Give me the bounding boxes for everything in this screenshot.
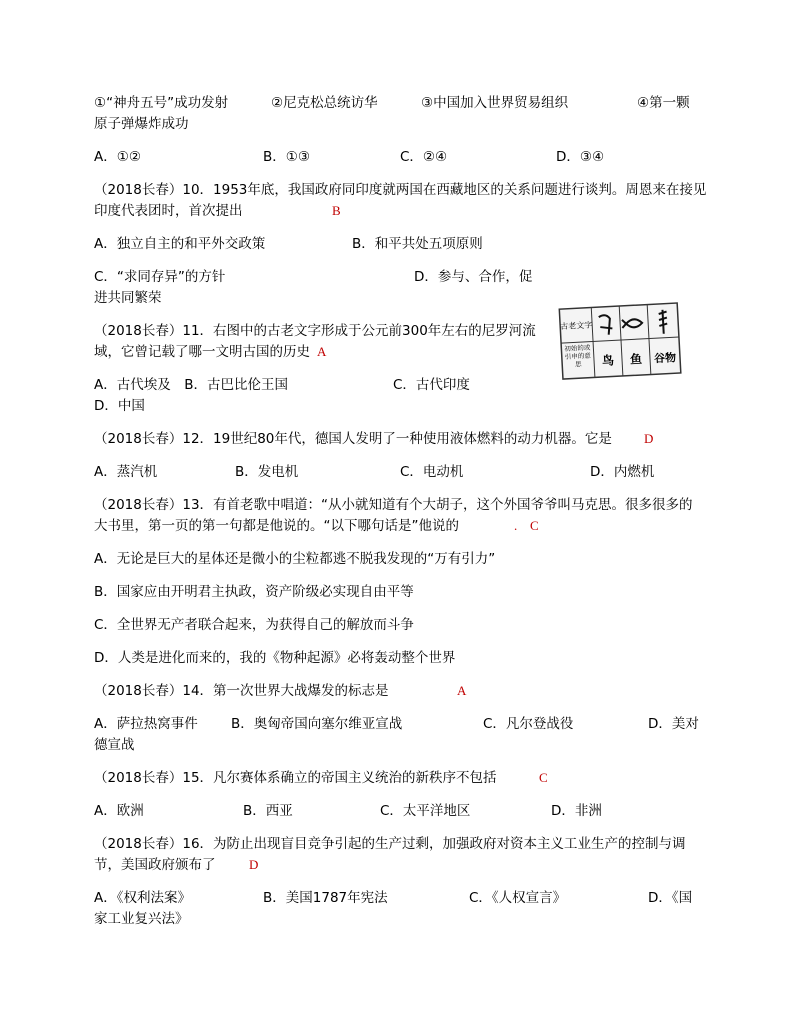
q9-choice-a: A．①②: [94, 149, 141, 165]
q10-choice-a: A．独立自主的和平外交政策: [94, 236, 266, 252]
q9-option-4-cont: 原子弹爆炸成功: [94, 116, 189, 132]
q13-choice-c: C．全世界无产者联合起来，为获得自己的解放而斗争: [94, 617, 414, 633]
q14-choice-a: A．萨拉热窝事件: [94, 716, 198, 732]
q15-choice-b: B．西亚: [243, 803, 293, 819]
q14-choice-d: D．美对: [648, 716, 699, 732]
q12-choice-a: A．蒸汽机: [94, 464, 158, 480]
q13-stem-line1: （2018长春）13．有首老歌中唱道：“从小就知道有个大胡子，这个外国爷爷叫马克思。很多很多的: [94, 497, 693, 513]
q9-choice-c: C．②④: [400, 149, 448, 165]
q9-option-4: ④第一颗: [637, 95, 690, 111]
q13-answer: C: [530, 518, 539, 533]
q14-stem: （2018长春）14．第一次世界大战爆发的标志是: [94, 683, 389, 699]
q16-choice-a: A．《权利法案》: [94, 890, 191, 906]
q16-choice-c: C．《人权宣言》: [469, 890, 567, 906]
q9-option-2: ②尼克松总统访华: [271, 95, 378, 111]
q16-stem-line1: （2018长春）16．为防止出现盲目竞争引起的生产过剩，加强政府对资本主义工业生产的控制与调: [94, 836, 686, 852]
q11-choice-d: D．中国: [94, 398, 145, 414]
q10-choice-d-cont: 进共同繁荣: [94, 290, 162, 306]
q14-answer: A: [457, 683, 467, 698]
q10-choice-b: B．和平共处五项原则: [352, 236, 483, 252]
q9-choice-d: D．③④: [556, 149, 605, 165]
q10-choice-d: D．参与、合作，促: [414, 269, 533, 285]
q12-choice-d: D．内燃机: [590, 464, 655, 480]
q16-choice-d: D．《国: [648, 890, 693, 906]
q15-choice-c: C．太平洋地区: [380, 803, 471, 819]
q13-choice-d: D．人类是进化而来的，我的《物种起源》必将轰动整个世界: [94, 650, 456, 666]
q11-stem-line2: 域，它曾记载了哪一文明古国的历史: [94, 344, 310, 360]
q10-stem-line1: （2018长春）10．1953年底，我国政府同印度就两国在西藏地区的关系问题进行谈判。周恩来在接见: [94, 182, 707, 198]
q11-choice-c: C．古代印度: [393, 377, 470, 393]
q15-stem: （2018长春）15．凡尔赛体系确立的帝国主义统治的新秩序不包括: [94, 770, 497, 786]
q16-choice-b: B．美国1787年宪法: [263, 890, 388, 906]
q13-answer-mark: .: [514, 518, 518, 533]
q14-choice-c: C．凡尔登战役: [483, 716, 574, 732]
q10-answer: B: [332, 203, 341, 218]
figure-row1-label: 古老文字: [559, 320, 593, 332]
q10-choice-c: C．“求同存异”的方针: [94, 269, 226, 285]
q14-choice-d-cont: 德宣战: [94, 737, 135, 753]
q9-choice-b: B．①③: [263, 149, 310, 165]
figure-meaning-fish: 鱼: [629, 351, 643, 367]
q13-stem-line2: 大书里，第一页的第一句都是他说的。“以下哪句话是”他说的: [94, 518, 459, 534]
q10-stem-line2: 印度代表团时，首次提出: [94, 203, 243, 219]
q16-stem-line2: 节，美国政府颁布了: [94, 857, 216, 873]
figure-row2-label: 初始的或引申的意思: [564, 343, 591, 369]
q11-stem-line1: （2018长春）11．右图中的古老文字形成于公元前300年左右的尼罗河流: [94, 323, 536, 339]
q13-choice-a: A．无论是巨大的星体还是微小的尘粒都逃不脱我发现的“万有引力”: [94, 551, 496, 567]
q12-choice-b: B．发电机: [235, 464, 299, 480]
q11-choice-ab: A．古代埃及 B．古巴比伦王国: [94, 377, 288, 393]
q15-choice-d: D．非洲: [551, 803, 602, 819]
q13-choice-b: B．国家应由开明君主执政，资产阶级必实现自由平等: [94, 584, 414, 600]
figure-meaning-bird: 鸟: [601, 353, 615, 369]
q9-option-3: ③中国加入世界贸易组织: [421, 95, 569, 111]
q9-option-1: ①“神舟五号”成功发射: [94, 95, 229, 111]
figure-meaning-grain: 谷物: [653, 351, 677, 366]
q16-choice-d-cont: 家工业复兴法》: [94, 911, 189, 927]
hieroglyph-figure: [557, 298, 685, 382]
q15-answer: C: [539, 770, 548, 785]
q12-answer: D: [644, 431, 654, 446]
q16-answer: D: [249, 857, 259, 872]
q12-stem: （2018长春）12．19世纪80年代，德国人发明了一种使用液体燃料的动力机器。它是: [94, 431, 612, 447]
q14-choice-b: B．奥匈帝国向塞尔维亚宣战: [231, 716, 403, 732]
q15-choice-a: A．欧洲: [94, 803, 144, 819]
hieroglyph-table: [557, 298, 685, 382]
q11-answer: A: [317, 344, 327, 359]
q12-choice-c: C．电动机: [400, 464, 464, 480]
